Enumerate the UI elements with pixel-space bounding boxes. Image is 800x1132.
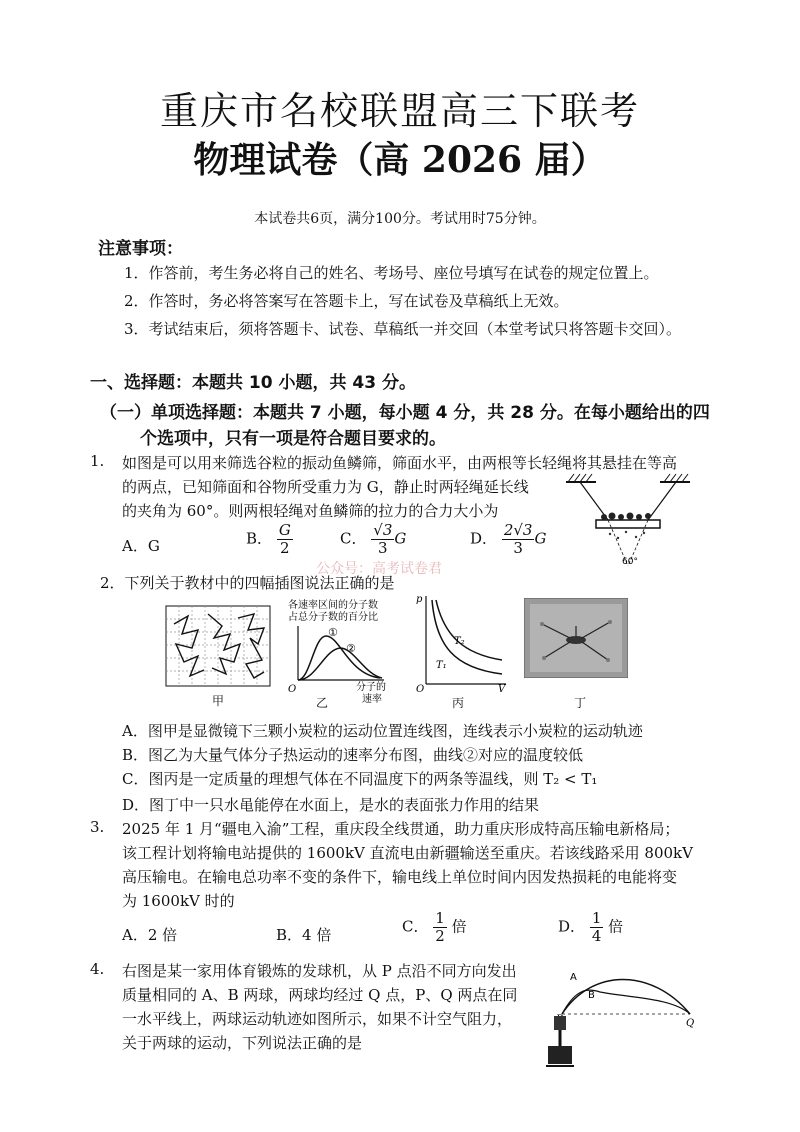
fraction: $\frac{G}{2}$ — [278, 521, 291, 557]
watermark: 公众号：高考试卷君 — [316, 561, 442, 577]
figure-label: 丁 — [574, 696, 587, 710]
svg-text:T₁: T₁ — [436, 660, 447, 671]
option-a: A．2 倍 — [122, 926, 178, 944]
question-text: 一水平线上，两球运动轨迹如图所示，如果不计空气阻力， — [122, 1010, 513, 1028]
option-label: D． — [470, 529, 498, 548]
option-a: A．G — [122, 537, 160, 555]
question-text: 的两点，已知筛面和谷物所受重力为 G，静止时两轻绳延长线 — [122, 478, 529, 496]
option-label: B． — [246, 529, 273, 548]
option-d: D．图丁中一只水黾能停在水面上，是水的表面张力作用的结果 — [122, 796, 540, 814]
question-number: 1. — [90, 452, 105, 470]
question-text: 2025 年 1 月“疆电入渝”工程，重庆段全线贯通，助力重庆形成特高压输电新格局； — [122, 820, 680, 838]
figure-label: 甲 — [212, 694, 225, 708]
question-text: 为 1600kV 时的 — [122, 892, 235, 910]
option-c: C． $\frac{1}{2}$ 倍 — [402, 909, 467, 945]
option-d: D． $\frac{2√3}{3}$ G — [470, 521, 547, 557]
svg-text:O: O — [288, 684, 297, 695]
fraction: $\frac{2√3}{3}$ — [503, 521, 533, 557]
option-d: D． $\frac{1}{4}$ 倍 — [558, 909, 624, 945]
exam-subtitle: 物理试卷（高 2026 届） — [193, 139, 607, 181]
option-c: C．图丙是一定质量的理想气体在不同温度下的两条等温线，则 T₂ < T₁ — [122, 770, 598, 788]
svg-text:速率: 速率 — [362, 694, 382, 705]
fraction: $\frac{1}{4}$ — [591, 909, 602, 945]
svg-text:T₂: T₂ — [454, 636, 465, 647]
svg-text:Q: Q — [686, 1018, 695, 1029]
svg-text:占总分子数的百分比: 占总分子数的百分比 — [288, 612, 378, 623]
svg-text:p: p — [416, 594, 423, 605]
sieve-figure — [560, 468, 700, 576]
exam-title: 重庆市名校联盟高三下联考 — [159, 89, 640, 133]
question-text: 2．下列关于教材中的四幅插图说法正确的是 — [100, 574, 395, 592]
question-text: 高压输电。在输电总功率不变的条件下，输电线上单位时间内因发热损耗的电能将变 — [122, 868, 678, 886]
question-text: 右图是某一家用体育锻炼的发球机，从 P 点沿不同方向发出 — [122, 962, 517, 980]
svg-text:V: V — [498, 684, 506, 692]
notice-item: 1．作答前，考生务必将自己的姓名、考场号、座位号填写在试卷的规定位置上。 — [124, 264, 659, 282]
brownian-figure — [164, 604, 274, 690]
option-c: C． $\frac{√3}{3}$ G — [340, 521, 407, 557]
isotherm-figure — [414, 592, 510, 692]
option-b: B．图乙为大量气体分子热运动的速率分布图，曲线②对应的温度较低 — [122, 746, 584, 764]
water-strider-photo — [524, 598, 628, 678]
question-text: 关于两球的运动，下列说法正确的是 — [122, 1034, 363, 1052]
exam-info: 本试卷共6页，满分100分。考试用时75分钟。 — [254, 211, 546, 227]
notice-item: 2．作答时，务必将答案写在答题卡上，写在试卷及草稿纸上无效。 — [124, 292, 569, 310]
option-label: C． — [340, 529, 367, 548]
option-b — [246, 522, 293, 557]
svg-text:②: ② — [346, 642, 356, 655]
question-text: 的夹角为 60°。则两根轻绳对鱼鳞筛的拉力的合力大小为 — [122, 502, 499, 520]
option-label: C． — [402, 917, 429, 936]
speed-distribution-figure — [284, 596, 404, 706]
question-number: 4. — [90, 960, 105, 978]
svg-text:O: O — [416, 684, 425, 692]
subsection-heading-cont: 个选项中，只有一项是符合题目要求的。 — [140, 429, 446, 449]
notice-item: 3．考试结束后，须将答题卡、试卷、草稿纸一并交回（本堂考试只将答题卡交回）。 — [124, 320, 682, 338]
option-a: A．图甲是显微镜下三颗小炭粒的运动位置连线图，连线表示小炭粒的运动轨迹 — [122, 722, 643, 740]
question-text: 如图是可以用来筛选谷粒的振动鱼鳞筛，筛面水平，由两根等长轻绳将其悬挂在等高 — [122, 454, 678, 472]
svg-text:A: A — [570, 972, 577, 983]
svg-text:B: B — [588, 990, 595, 1001]
option-b: B．4 倍 — [276, 926, 332, 944]
fraction: $\frac{1}{2}$ — [435, 909, 445, 945]
svg-text:①: ① — [328, 626, 338, 639]
option-label: D． — [558, 917, 586, 936]
fraction: $\frac{√3}{3}$ — [373, 521, 393, 557]
figure-label: 乙 — [316, 696, 329, 710]
question-number: 3. — [90, 818, 105, 836]
angle-label: 60° — [622, 557, 638, 567]
svg-text:各速率区间的分子数: 各速率区间的分子数 — [288, 600, 378, 611]
notice-heading: 注意事项： — [98, 239, 183, 259]
ball-launcher-figure — [532, 958, 702, 1070]
section-heading: 一、选择题：本题共 10 小题，共 43 分。 — [90, 373, 416, 393]
question-text: 该工程计划将输电站提供的 1600kV 直流电由新疆输送至重庆。若该线路采用 800kV — [122, 844, 693, 862]
figure-label: 丙 — [452, 696, 465, 710]
question-text: 质量相同的 A、B 两球，两球均经过 Q 点，P、Q 两点在同 — [122, 986, 518, 1004]
svg-text:分子的: 分子的 — [356, 682, 386, 693]
subsection-heading: （一）单项选择题：本题共 7 小题，每小题 4 分，共 28 分。在每小题给出的四 — [100, 403, 710, 423]
